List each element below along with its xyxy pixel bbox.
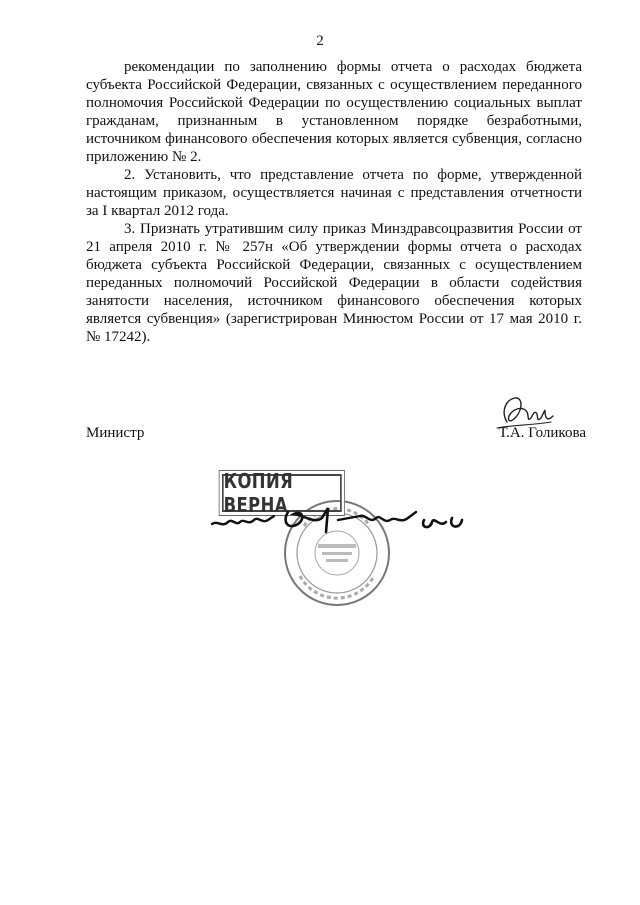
paragraph-1: рекомендации по заполнению формы отчета о расходах бюджета субъекта Российской Федерации, связанных с осуществлением переданного полномочия Российской Федерации по осуществлению социальных выплат гражданам, признанным в установленном порядке безработными, источником финансового обеспечения которых является субвенция, согласно приложению № 2. <box>86 59 582 165</box>
attestation-signature-icon <box>210 502 470 542</box>
copy-certified-stamp: КОПИЯ ВЕРНА <box>222 474 342 512</box>
page-number: 2 <box>316 33 324 49</box>
signatory-name: Т.А. Голикова <box>498 425 586 441</box>
document-body <box>86 58 582 346</box>
signature-block <box>86 425 586 451</box>
paragraph-3: 3. Признать утратившим силу приказ Минздравсоцразвития России от 21 апреля 2010 г. № 257н «Об утверждении формы отчета о расходах бюджета субъекта Российской Федерации, связанных с осуществлением переданных полномочий Российской Федерации в области содействия занятости населения, источником финансового обеспечения которых является субвенция» (зарегистрирован Минюстом России от 17 мая 2010 г. № 17242). <box>86 221 582 345</box>
certification-stamp-area <box>206 458 476 618</box>
paragraph-2: 2. Установить, что представление отчета по форме, утвержденной настоящим приказом, осуществляется начиная с представления отчетности за I квартал 2012 года. <box>86 167 582 219</box>
signatory-title: Министр <box>86 425 145 441</box>
